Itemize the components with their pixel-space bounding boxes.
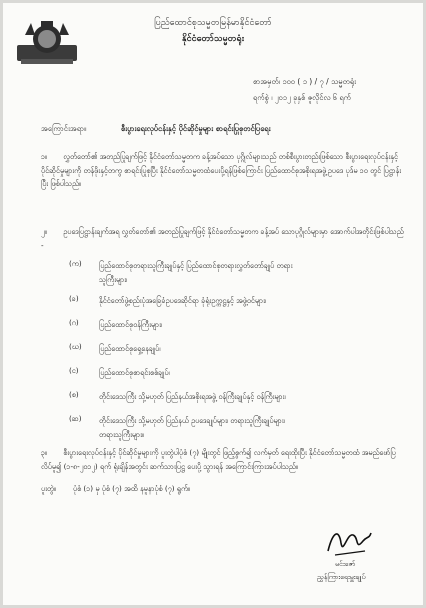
list-item-mark: (င) <box>69 366 79 375</box>
paragraph-1 <box>41 150 407 191</box>
list-item-mark: (က) <box>69 259 82 268</box>
subject-label: အကြောင်းအရာ။ <box>41 124 87 133</box>
list-item-line: တရားသူကြီးများ။ <box>99 429 145 439</box>
subject-text: စီးပွားရေးလုပ်ငန်းနှင့် ပိုင်ဆိုင်မှုများ စာရင်းပြုစုတင်ပြရေး <box>121 124 271 133</box>
list-item-line: နိုင်ငံတော်ဖွဲ့စည်းပုံအခြေခံဥပဒေဆိုင်ရာ ခုံရုံးဥက္ကဋ္ဌနှင့် အဖွဲ့ဝင်များ၊ <box>99 296 267 305</box>
letter-number: စာအမှတ်၊ ၁၀၀ ( ၁ ) / ၇ / သမ္မတရုံး <box>253 77 357 86</box>
list-item-line: ပြည်ထောင်စုဝန်ကြီးများ၊ <box>99 320 163 329</box>
list-item-mark: (ဂ) <box>69 318 79 327</box>
paragraph-3-text: စီးပွားရေးလုပ်ငန်းနှင့် ပိုင်ဆိုင်မှုများကို ပူးတွဲပါပုံစံ (၇) မျိုးတွင် ဖြည့်စွက်၍ လက်မှတ် ရေးထိုးပြီး နိုင်ငံတော်သမ္မတထံ အမည်ဖော်ပြလိပ်မူ၍ (၁-၈-၂၀၁၂) ရက် ရုံးချိန်အတွင်း ဆက်သားပြဋ္ဌ ပေးပို့ သွားရန် အကြောင်းကြားအပ်ပါသည်။ <box>41 448 396 471</box>
list-item-mark: (ဆ) <box>69 414 82 423</box>
list-item-mark: (စ) <box>69 390 79 399</box>
list-item <box>99 366 399 380</box>
paragraph-3 <box>41 446 407 473</box>
letter-date: ရက်စွဲ ၊ ၂၀၁၂ ခုနှစ် ဇူလိုင်လ ၆ ရက် <box>253 93 352 102</box>
header-country: ပြည်ထောင်စုသမ္မတမြန်မာနိုင်ငံတော် <box>154 18 272 28</box>
list-item-mark: (ဃ) <box>69 342 82 351</box>
enclosure-label: ပူးတွဲ။ <box>41 484 57 493</box>
list-item-mark: (ခ) <box>69 294 79 303</box>
list-item-line: ပြည်ထောင်စုတရားသူကြီးချုပ်နှင့် ပြည်ထောင်စုတရားလွှတ်တော်ချုပ် တရား <box>99 261 293 270</box>
signatory-title: ညွှန်ကြားရေးမှူးချုပ် <box>317 573 366 581</box>
enclosure-text: ပုံစံ (၁) မှ ပုံစံ (၇) အထိ နမူနာပုံစံ (၇) ရွက်။ <box>73 484 191 493</box>
header-office: နိုင်ငံတော်သမ္မတရုံး <box>181 34 245 44</box>
signatory-name: မင်းဇော် <box>335 560 356 568</box>
list-item <box>99 414 399 441</box>
paragraph-2-text: ဥပဒေပြဋ္ဌာန်းချက်အရ လွှတ်တော်၏ အတည်ပြုချက်ဖြင့် နိုင်ငံတော်သမ္မတက ခန့်အပ် သောပုဂ္ဂိုလ်များမှာ အောက်ပါအတိုင်းဖြစ်ပါသည် - <box>41 227 404 250</box>
paragraph-1-text: လွှတ်တော်၏ အတည်ပြုချက်ဖြင့် နိုင်ငံတော်သမ္မတက ခန့်အပ်သော ပုဂ္ဂိုလ်များသည် တစ်စီးပွားတည်းဖြစ်သော စီးပွားရေးလုပ်ငန်းနှင့် ပိုင်ဆိုင်မှုများကို တန်ဖိုးနှင့်တကွ စာရင်းပြုစုပြီး နိုင်ငံတော်သမ္မတထံပေးပို့ရန်ဖြစ်ကြောင်း ပြည်ထောင်စုအစိုးရအဖွဲ့ဥပဒေ ပုဒ်မ ၁၀ တွင် ပြဋ္ဌာန်းပြီး ဖြစ်ပါသည်။ <box>41 152 402 188</box>
list-item <box>99 294 399 308</box>
list-item-line: တိုင်းဒေသကြီး သို့မဟုတ် ပြည်နယ် ဥပဒေချုပ်များ၊ တရားသူကြီးချုပ်များ၊ <box>99 416 285 425</box>
list-item <box>99 259 399 286</box>
handwritten-signature <box>325 521 373 559</box>
paragraph-3-number: ၃။ <box>41 448 48 457</box>
list-item-line: သူကြီးများ၊ <box>99 274 128 284</box>
paragraph-2-number: ၂။ <box>41 227 47 236</box>
list-item <box>99 318 399 332</box>
letter-page <box>3 3 423 605</box>
list-item-line: တိုင်းဒေသကြီး သို့မဟုတ် ပြည်နယ်အစိုးရအဖွဲ့ ဝန်ကြီးချုပ်နှင့် ဝန်ကြီးများ၊ <box>99 392 286 401</box>
paragraph-1-number: ၁။ <box>41 152 48 161</box>
paragraph-2 <box>41 225 407 252</box>
list-item <box>99 390 399 404</box>
list-item <box>99 342 399 356</box>
list-item-line: ပြည်ထောင်စုစာရင်းစစ်ချုပ်၊ <box>99 368 170 377</box>
list-item-line: ပြည်ထောင်စုရှေ့နေချုပ်၊ <box>99 344 161 353</box>
